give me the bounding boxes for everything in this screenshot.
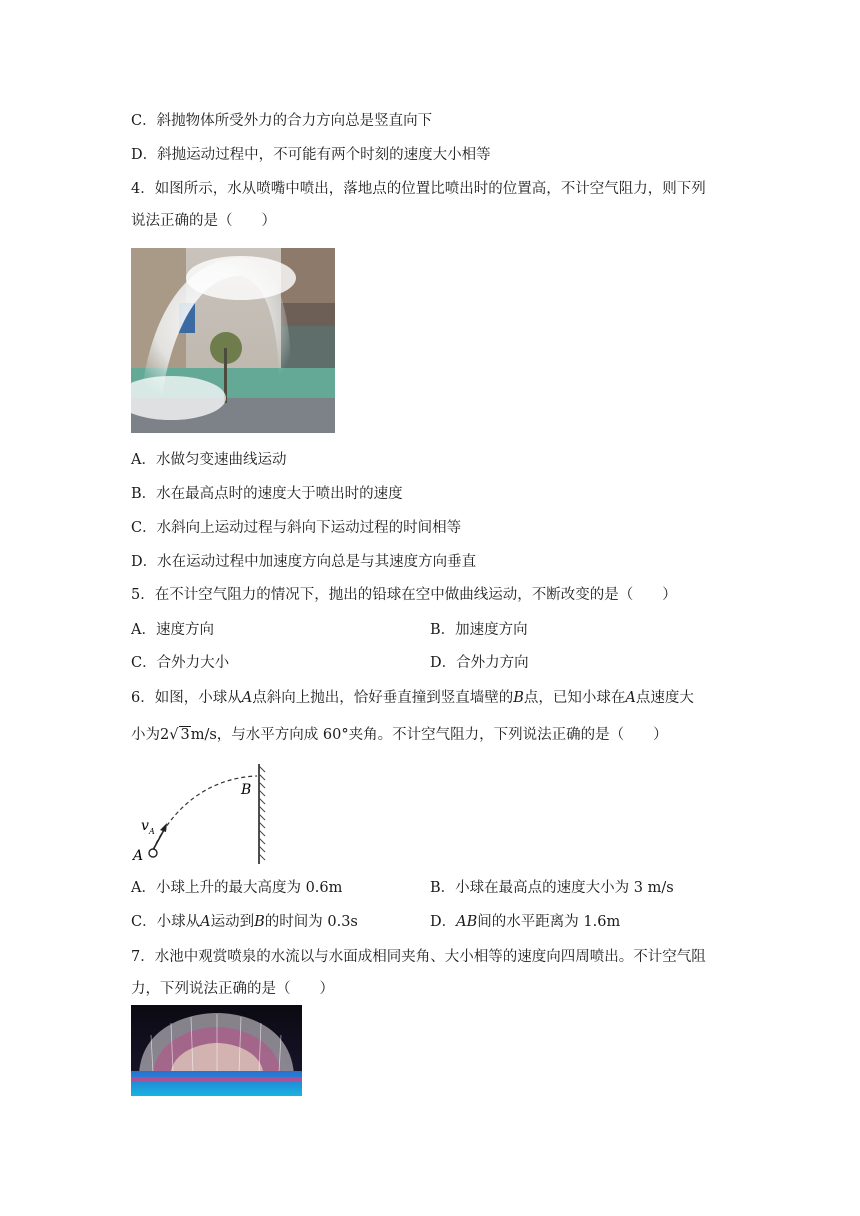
option-c5: C．合外力大小 xyxy=(131,655,230,671)
option-b4: B．水在最高点时的速度大于喷出时的速度 xyxy=(131,486,403,502)
label-v-sub: A xyxy=(149,827,155,836)
question-5: 5．在不计空气阻力的情况下，抛出的铅球在空中做曲线运动，不断改变的是（ ） xyxy=(131,587,677,603)
label-B: B xyxy=(241,782,252,798)
fountain-photo xyxy=(131,248,335,433)
option-d6: D．AB间的水平距离为 1.6m xyxy=(430,914,621,930)
option-c4: C．水斜向上运动过程与斜向下运动过程的时间相等 xyxy=(131,520,462,536)
option-b5: B．加速度方向 xyxy=(430,622,528,638)
projectile-diagram xyxy=(131,760,271,868)
question-4-line1: 4．如图所示，水从喷嘴中喷出，落地点的位置比喷出时的位置高，不计空气阻力，则下列 xyxy=(131,181,706,197)
option-b6: B．小球在最高点的速度大小为 3 m/s xyxy=(430,880,674,896)
question-7-line2: 力，下列说法正确的是（ ） xyxy=(131,981,334,997)
option-d5: D．合外力方向 xyxy=(430,655,529,671)
question-7-line1: 7．水池中观赏喷泉的水流以与水面成相同夹角、大小相等的速度向四周喷出。不计空气阻 xyxy=(131,949,706,965)
fountain-night-photo xyxy=(131,1005,302,1096)
label-A: A xyxy=(133,848,144,864)
option-a5: A．速度方向 xyxy=(131,622,214,638)
option-d4: D．水在运动过程中加速度方向总是与其速度方向垂直 xyxy=(131,554,477,570)
option-d3: D．斜抛运动过程中，不可能有两个时刻的速度大小相等 xyxy=(131,147,491,163)
question-6-line2: 小为2√ 3m/s，与水平方向成 60°夹角。不计空气阻力，下列说法正确的是（ ） xyxy=(131,727,668,743)
label-v: v xyxy=(141,818,149,834)
option-c6: C．小球从A运动到B的时间为 0.3s xyxy=(131,914,358,930)
option-a4: A．水做匀变速曲线运动 xyxy=(131,452,287,468)
question-4-line2: 说法正确的是（ ） xyxy=(131,213,276,229)
option-c3: C．斜抛物体所受外力的合力方向总是竖直向下 xyxy=(131,113,433,129)
question-6-line1: 6．如图，小球从A点斜向上抛出，恰好垂直撞到竖直墙壁的B点，已知小球在A点速度大 xyxy=(131,690,694,706)
option-a6: A．小球上升的最大高度为 0.6m xyxy=(131,880,343,896)
